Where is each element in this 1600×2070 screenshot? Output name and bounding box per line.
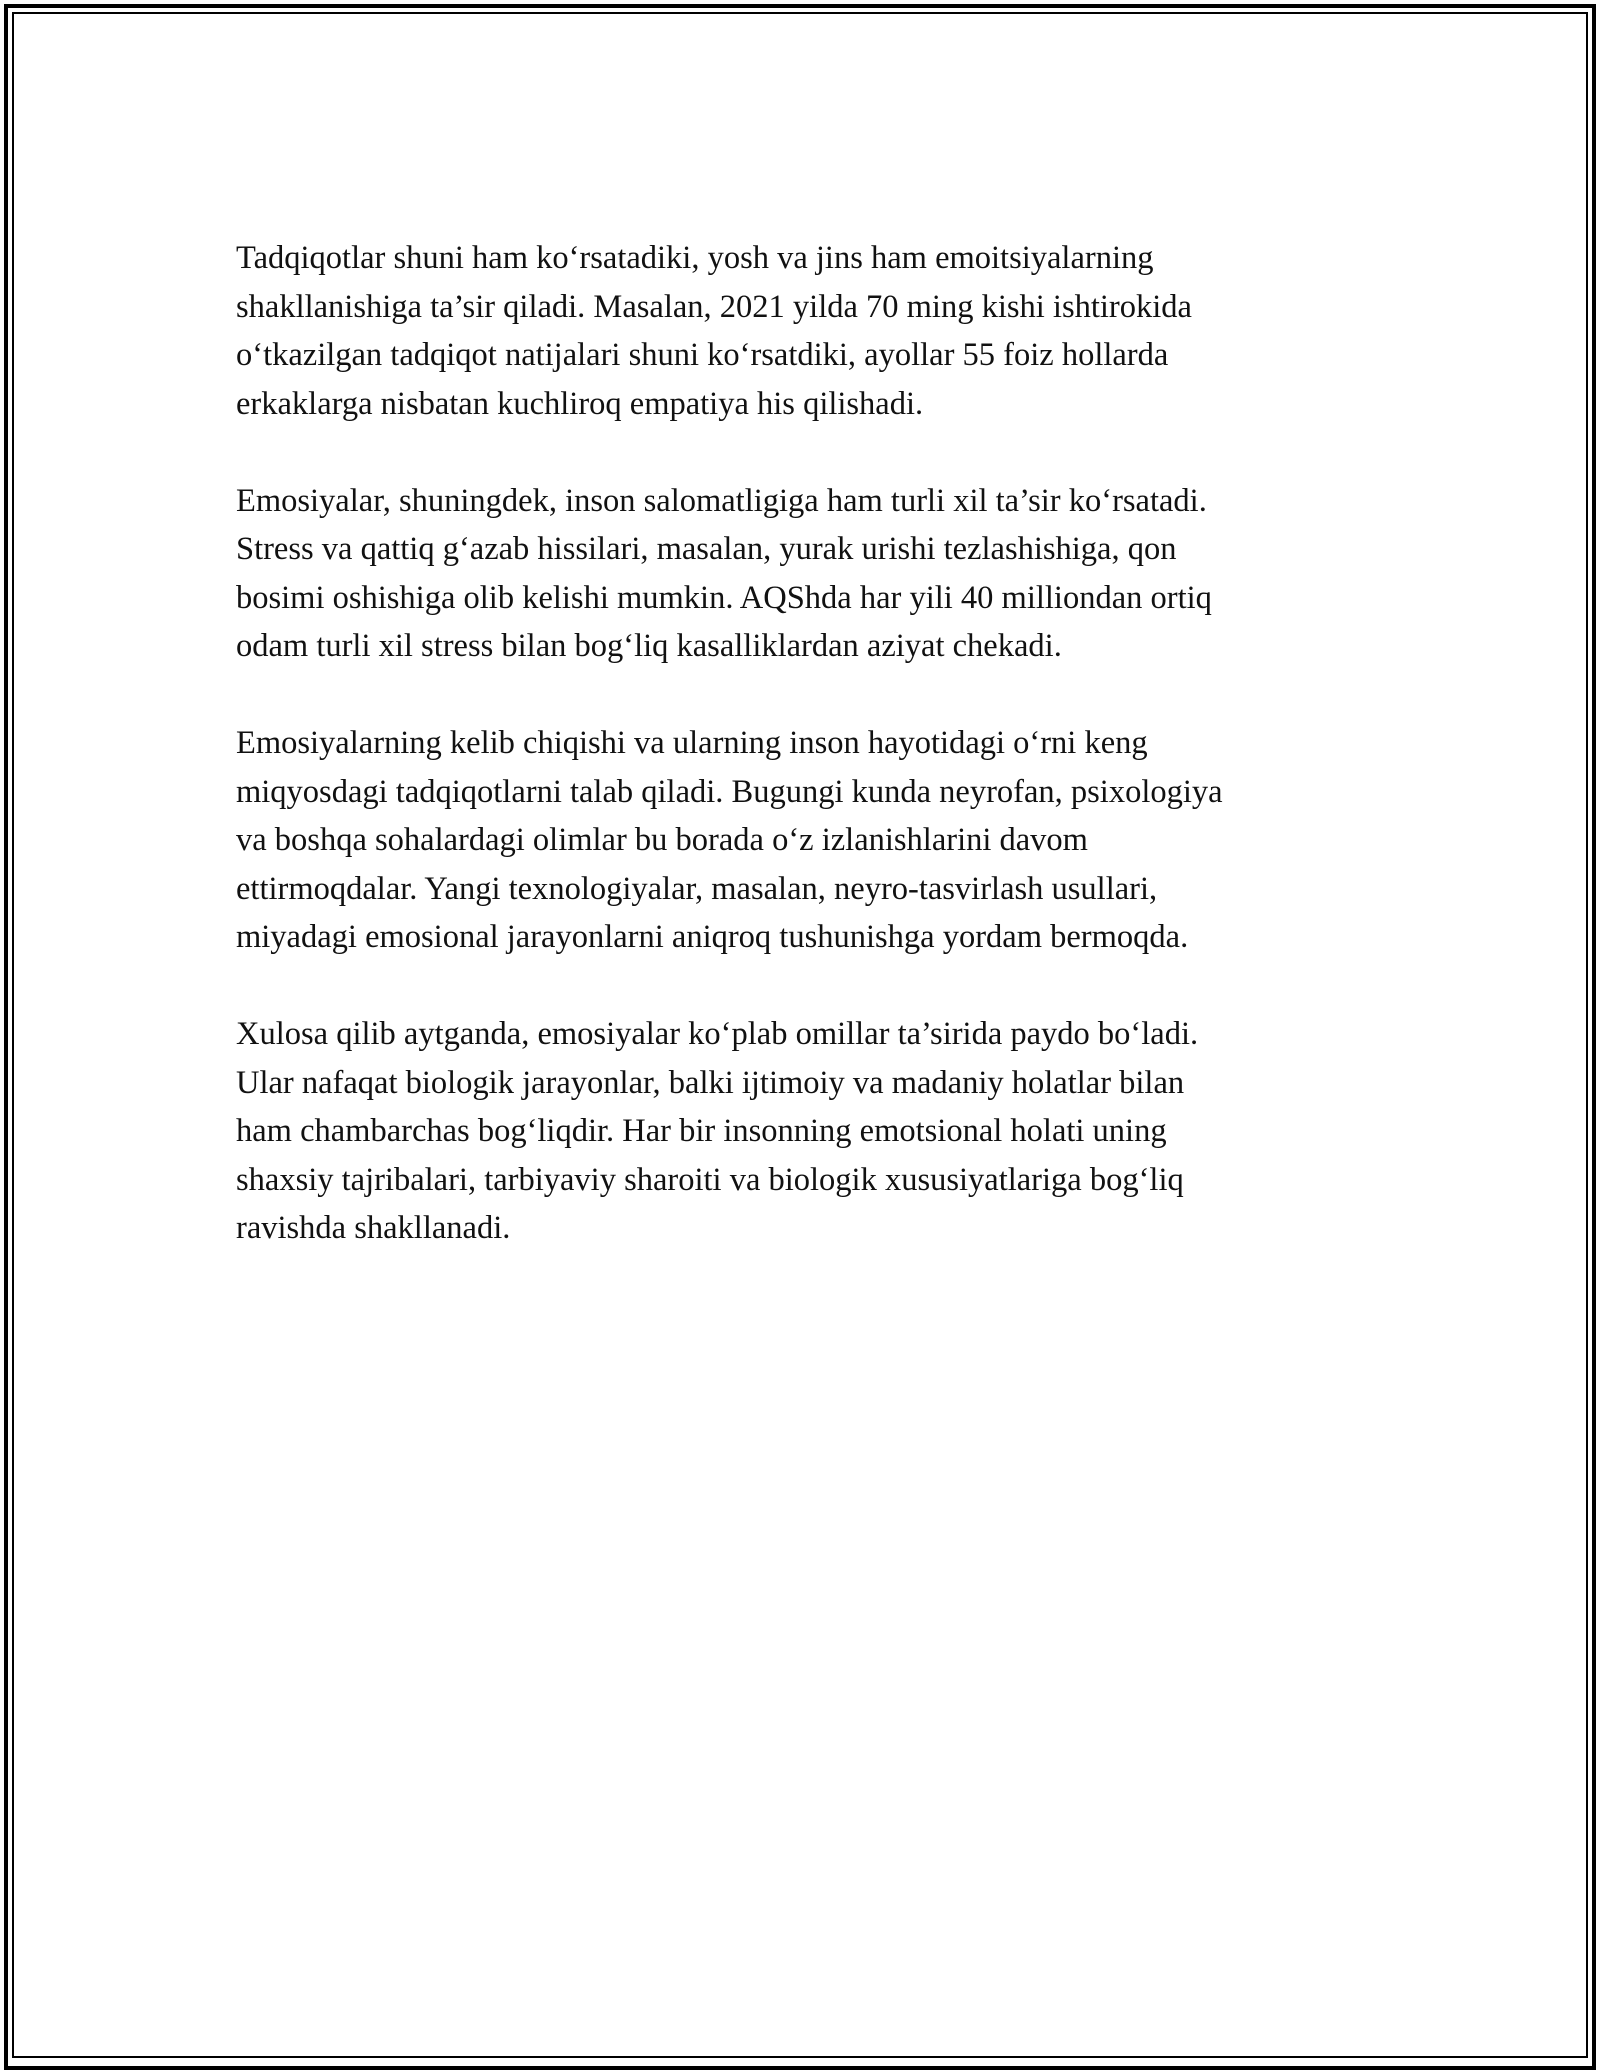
paragraph — [236, 719, 1356, 962]
text-line: ham chambarchas bog‘liqdir. Har bir insonning emotsional holati uning — [236, 1113, 1167, 1149]
paragraph — [236, 234, 1356, 428]
text-line: bosimi oshishiga olib kelishi mumkin. AQShda har yili 40 milliondan ortiq — [236, 579, 1212, 616]
text-line: ettirmoqdalar. Yangi texnologiyalar, masalan, neyro-tasvirlash usullari, — [236, 870, 1158, 907]
text-line: odam turli xil stress bilan bog‘liq kasalliklardan aziyat chekadi. — [236, 628, 1062, 664]
document-body — [236, 234, 1356, 1301]
text-line: Emosiyalar, shuningdek, inson salomatligiga ham turli xil ta’sir ko‘rsatadi. — [236, 482, 1207, 519]
text-line: erkaklarga nisbatan kuchliroq empatiya his qilishadi. — [236, 385, 924, 422]
paragraph — [236, 477, 1356, 671]
text-line: shaxsiy tajribalari, tarbiyaviy sharoiti va biologik xususiyatlariga bog‘liq — [236, 1161, 1184, 1198]
text-line: o‘tkazilgan tadqiqot natijalari shuni ko‘rsatdiki, ayollar 55 foiz hollarda — [236, 337, 1169, 373]
text-line: ravishda shakllanadi. — [236, 1210, 511, 1246]
text-line: Ular nafaqat biologik jarayonlar, balki ijtimoiy va madaniy holatlar bilan — [236, 1064, 1185, 1101]
text-line: Tadqiqotlar shuni ham ko‘rsatadiki, yosh va jins ham emoitsiyalarning — [236, 240, 1154, 276]
text-line: Xulosa qilib aytganda, emosiyalar ko‘plab omillar ta’sirida paydo bo‘ladi. — [236, 1016, 1199, 1052]
text-line: Emosiyalarning kelib chiqishi va ularning inson hayotidagi o‘rni keng — [236, 725, 1148, 761]
text-line: miqyosdagi tadqiqotlarni talab qiladi. Bugungi kunda neyrofan, psixologiya — [236, 773, 1223, 810]
text-line: Stress va qattiq g‘azab hissilari, masalan, yurak urishi tezlashishiga, qon — [236, 531, 1177, 567]
text-line: miyadagi emosional jarayonlarni aniqroq tushunishga yordam bermoqda. — [236, 919, 1189, 955]
paragraph — [236, 1010, 1356, 1253]
text-line: va boshqa sohalardagi olimlar bu borada o‘z izlanishlarini davom — [236, 822, 1088, 858]
text-line: shakllanishiga ta’sir qiladi. Masalan, 2021 yilda 70 ming kishi ishtirokida — [236, 288, 1192, 325]
